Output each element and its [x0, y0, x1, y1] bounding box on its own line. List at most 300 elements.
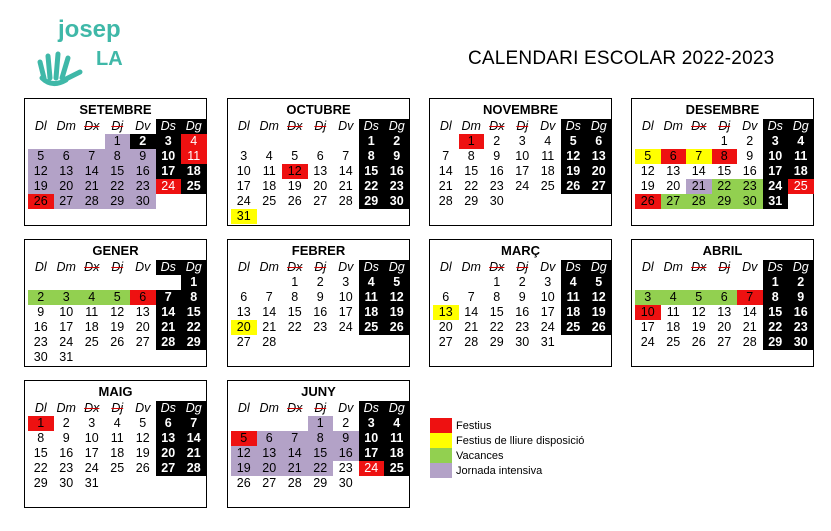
day-cell: 28: [287, 476, 302, 490]
month-name: FEBRER: [291, 243, 346, 258]
day-cell: 7: [442, 149, 450, 163]
day-cell: 25: [561, 320, 587, 335]
day-cell: 12: [110, 305, 125, 319]
weekday-header: Dx: [691, 119, 707, 133]
day-cell: 8: [467, 149, 475, 163]
weekday-header: Dv: [540, 260, 556, 274]
day-cell: 14: [338, 164, 353, 178]
day-cell: 29: [105, 194, 131, 209]
weekday-header: Ds: [156, 119, 182, 134]
day-cell: 19: [135, 446, 150, 460]
day-cell: 13: [433, 305, 459, 320]
day-cell: 8: [359, 149, 385, 164]
day-cell: 4: [265, 149, 273, 163]
day-cell: 20: [717, 320, 732, 334]
weekday-header: Dg: [788, 260, 814, 275]
day-cell: 30: [737, 194, 763, 209]
weekday-header: Dv: [742, 119, 758, 133]
day-cell: 23: [515, 320, 530, 334]
day-cell: 3: [240, 149, 248, 163]
day-cell: 2: [384, 134, 410, 149]
day-cell: 24: [359, 461, 385, 476]
day-cell: 8: [105, 149, 131, 164]
empty-cell: [635, 134, 661, 149]
day-cell: 27: [313, 194, 328, 208]
day-cell: 9: [493, 149, 501, 163]
day-grid: [28, 401, 207, 491]
month-name: JUNY: [301, 384, 336, 399]
day-grid: [433, 260, 612, 350]
day-cell: 13: [666, 164, 681, 178]
weekday-header: Dm: [259, 119, 279, 133]
weekday-header: Dm: [259, 260, 279, 274]
day-cell: 10: [763, 149, 789, 164]
day-cell: 20: [156, 446, 182, 461]
day-cell: 6: [661, 149, 687, 164]
day-cell: 23: [384, 179, 410, 194]
weekday-header: Dv: [338, 401, 354, 415]
day-cell: 28: [156, 335, 182, 350]
weekday-header: Dm: [56, 119, 76, 133]
month-name: MARÇ: [501, 243, 540, 258]
month-name: NOVEMBRE: [482, 102, 559, 117]
weekday-header: Dg: [384, 260, 410, 275]
day-cell: 13: [54, 164, 80, 179]
empty-cell: [737, 275, 763, 290]
day-cell: 20: [257, 461, 283, 476]
weekday-header: Dl: [34, 119, 47, 133]
day-cell: 21: [282, 461, 308, 476]
day-cell: 22: [712, 179, 738, 194]
day-cell: 18: [540, 164, 555, 178]
day-cell: 16: [742, 164, 757, 178]
legend-label: Vacances: [456, 449, 504, 462]
day-cell: 1: [459, 134, 485, 149]
legend-label: Festius de lliure disposició: [456, 434, 585, 447]
day-cell: 4: [181, 134, 207, 149]
day-cell: 5: [28, 149, 54, 164]
day-cell: 31: [540, 335, 555, 349]
day-cell: 20: [135, 320, 150, 334]
legend-swatch: [430, 418, 452, 433]
day-cell: 3: [54, 290, 80, 305]
day-cell: 4: [661, 290, 687, 305]
day-cell: 29: [181, 335, 207, 350]
weekday-header: Ds: [156, 260, 182, 275]
day-cell: 27: [262, 476, 277, 490]
day-cell: 15: [181, 305, 207, 320]
day-cell: 31: [763, 194, 789, 209]
day-cell: 27: [586, 179, 612, 194]
day-cell: 6: [240, 290, 248, 304]
day-cell: 11: [561, 290, 587, 305]
weekday-header: Dx: [489, 119, 505, 133]
weekday-header: Ds: [156, 401, 182, 416]
weekday-header: Dm: [56, 260, 76, 274]
legend-label: Festius: [456, 419, 492, 432]
day-cell: 14: [156, 305, 182, 320]
day-cell: 29: [712, 194, 738, 209]
day-cell: 13: [236, 305, 251, 319]
day-cell: 1: [308, 416, 334, 431]
day-cell: 6: [712, 290, 738, 305]
weekday-header: Dm: [461, 260, 481, 274]
day-cell: 9: [746, 149, 754, 163]
weekday-header: Dj: [314, 119, 327, 133]
day-cell: 19: [287, 179, 302, 193]
day-cell: 16: [33, 320, 48, 334]
day-cell: 28: [262, 335, 277, 349]
day-cell: 17: [540, 305, 555, 319]
day-cell: 2: [746, 134, 754, 148]
day-cell: 17: [640, 320, 655, 334]
day-cell: 2: [130, 134, 156, 149]
weekday-header: Dg: [384, 119, 410, 134]
day-cell: 9: [518, 290, 526, 304]
day-cell: 17: [59, 320, 74, 334]
day-cell: 22: [489, 320, 504, 334]
day-cell: 14: [181, 431, 207, 446]
day-cell: 5: [105, 290, 131, 305]
weekday-header: Dv: [338, 119, 354, 133]
day-cell: 25: [181, 179, 207, 194]
day-cell: 7: [342, 149, 350, 163]
day-cell: 16: [59, 446, 74, 460]
day-cell: 2: [62, 416, 70, 430]
day-cell: 27: [717, 335, 732, 349]
day-cell: 27: [438, 335, 453, 349]
day-cell: 23: [489, 179, 504, 193]
day-cell: 5: [586, 275, 612, 290]
day-cell: 19: [384, 305, 410, 320]
day-cell: 11: [85, 305, 99, 319]
hand-icon: [36, 48, 96, 88]
legend-item-vacances: [430, 448, 584, 463]
day-grid: [635, 119, 814, 209]
day-cell: 7: [282, 431, 308, 446]
month-novembre: [429, 98, 612, 226]
day-cell: 18: [84, 320, 99, 334]
day-cell: 28: [181, 461, 207, 476]
day-cell: 30: [384, 194, 410, 209]
legend-swatch: [430, 433, 452, 448]
day-cell: 21: [438, 179, 453, 193]
day-cell: 15: [105, 164, 131, 179]
day-cell: 12: [282, 164, 308, 179]
day-cell: 2: [788, 275, 814, 290]
day-cell: 16: [489, 164, 504, 178]
day-cell: 14: [79, 164, 105, 179]
weekday-header: Dg: [384, 401, 410, 416]
day-cell: 9: [62, 431, 70, 445]
day-cell: 6: [586, 134, 612, 149]
day-cell: 18: [666, 320, 681, 334]
empty-cell: [712, 275, 738, 290]
weekday-header: Dj: [111, 401, 124, 415]
day-cell: 4: [544, 134, 552, 148]
day-cell: 24: [236, 194, 251, 208]
day-cell: 13: [135, 305, 150, 319]
day-cell: 10: [84, 431, 99, 445]
month-juny: [227, 380, 410, 508]
empty-cell: [333, 134, 359, 149]
day-cell: 6: [130, 290, 156, 305]
day-cell: 9: [37, 305, 45, 319]
empty-cell: [661, 134, 687, 149]
day-cell: 27: [135, 335, 150, 349]
day-cell: 17: [84, 446, 99, 460]
day-cell: 25: [359, 320, 385, 335]
day-cell: 30: [489, 194, 504, 208]
day-cell: 21: [79, 179, 105, 194]
day-cell: 1: [181, 275, 207, 290]
day-grid: [231, 119, 410, 224]
day-cell: 28: [686, 194, 712, 209]
day-cell: 2: [518, 275, 526, 289]
day-cell: 26: [635, 194, 661, 209]
day-cell: 11: [666, 305, 680, 319]
empty-cell: [28, 275, 54, 290]
day-cell: 11: [181, 149, 207, 164]
day-cell: 16: [384, 164, 410, 179]
day-cell: 26: [561, 179, 587, 194]
empty-cell: [257, 275, 283, 290]
day-cell: 30: [515, 335, 530, 349]
weekday-header: Dl: [641, 260, 654, 274]
day-cell: 6: [257, 431, 283, 446]
day-cell: 1: [291, 275, 299, 289]
day-cell: 22: [763, 320, 789, 335]
day-cell: 26: [586, 320, 612, 335]
day-cell: 6: [316, 149, 324, 163]
weekday-header: Dm: [259, 401, 279, 415]
day-cell: 2: [342, 416, 350, 430]
weekday-header: Dv: [135, 119, 151, 133]
day-cell: 24: [640, 335, 655, 349]
weekday-header: Dm: [663, 260, 683, 274]
day-cell: 30: [130, 194, 156, 209]
day-cell: 26: [28, 194, 54, 209]
day-cell: 11: [788, 149, 814, 164]
month-gener: [24, 239, 207, 367]
day-cell: 21: [464, 320, 479, 334]
month-febrer: [227, 239, 410, 367]
empty-cell: [282, 416, 308, 431]
day-cell: 14: [282, 446, 308, 461]
day-cell: 6: [156, 416, 182, 431]
day-cell: 24: [59, 335, 74, 349]
day-cell: 11: [262, 164, 276, 178]
weekday-header: Dg: [788, 119, 814, 134]
day-cell: 8: [763, 290, 789, 305]
day-cell: 18: [384, 446, 410, 461]
day-cell: 23: [59, 461, 74, 475]
day-cell: 27: [661, 194, 687, 209]
empty-cell: [433, 134, 459, 149]
day-grid: [28, 260, 207, 365]
day-cell: 3: [359, 416, 385, 431]
day-cell: 22: [308, 461, 334, 476]
day-cell: 6: [442, 290, 450, 304]
day-cell: 29: [33, 476, 48, 490]
day-cell: 18: [359, 305, 385, 320]
day-cell: 8: [291, 290, 299, 304]
day-cell: 25: [666, 335, 681, 349]
legend-item-jornada-intensiva: [430, 463, 584, 478]
empty-cell: [231, 275, 257, 290]
day-cell: 17: [515, 164, 530, 178]
day-cell: 23: [313, 320, 328, 334]
day-cell: 19: [640, 179, 655, 193]
day-cell: 4: [561, 275, 587, 290]
day-cell: 30: [338, 476, 353, 490]
day-cell: 21: [156, 320, 182, 335]
empty-cell: [79, 134, 105, 149]
weekday-header: Dg: [586, 119, 612, 134]
empty-cell: [635, 275, 661, 290]
weekday-header: Dv: [540, 119, 556, 133]
weekday-header: Dj: [516, 260, 529, 274]
weekday-header: Ds: [359, 119, 385, 134]
weekday-header: Dj: [314, 260, 327, 274]
day-cell: 21: [181, 446, 207, 461]
day-cell: 14: [438, 164, 453, 178]
day-cell: 7: [467, 290, 475, 304]
month-name: DESEMBRE: [685, 102, 760, 117]
legend-item-lliure-disposicio: [430, 433, 584, 448]
empty-cell: [459, 275, 485, 290]
legend: [430, 418, 584, 478]
day-cell: 25: [110, 461, 125, 475]
day-cell: 18: [561, 305, 587, 320]
day-cell: 29: [489, 335, 504, 349]
day-cell: 18: [262, 179, 277, 193]
day-cell: 26: [236, 476, 251, 490]
weekday-header: Dj: [718, 119, 731, 133]
weekday-header: Dl: [641, 119, 654, 133]
weekday-header: Dx: [287, 401, 303, 415]
day-cell: 19: [586, 305, 612, 320]
weekday-header: Dx: [84, 260, 100, 274]
weekday-header: Dj: [718, 260, 731, 274]
month-name: ABRIL: [702, 243, 743, 258]
day-cell: 26: [110, 335, 125, 349]
day-cell: 17: [338, 305, 353, 319]
weekday-header: Dx: [287, 119, 303, 133]
day-cell: 5: [139, 416, 147, 430]
day-cell: 9: [788, 290, 814, 305]
day-cell: 13: [156, 431, 182, 446]
day-cell: 27: [236, 335, 251, 349]
day-cell: 25: [84, 335, 99, 349]
day-cell: 24: [84, 461, 99, 475]
day-cell: 8: [712, 149, 738, 164]
day-cell: 12: [135, 431, 150, 445]
legend-swatch: [430, 463, 452, 478]
day-cell: 5: [291, 149, 299, 163]
weekday-header: Dm: [663, 119, 683, 133]
day-cell: 15: [489, 305, 504, 319]
weekday-header: Ds: [359, 260, 385, 275]
day-cell: 12: [640, 164, 655, 178]
day-cell: 29: [464, 194, 479, 208]
day-cell: 4: [384, 416, 410, 431]
day-cell: 24: [540, 320, 555, 334]
month-maig: [24, 380, 207, 508]
day-cell: 30: [788, 335, 814, 350]
day-cell: 1: [720, 134, 728, 148]
day-cell: 10: [359, 431, 385, 446]
month-abril: [631, 239, 814, 367]
empty-cell: [686, 275, 712, 290]
weekday-header: Ds: [561, 260, 587, 275]
logo-text-bottom: LA: [96, 48, 123, 70]
empty-cell: [686, 134, 712, 149]
day-cell: 4: [113, 416, 121, 430]
day-cell: 16: [313, 305, 328, 319]
day-cell: 9: [333, 431, 359, 446]
day-cell: 5: [561, 134, 587, 149]
day-cell: 15: [359, 164, 385, 179]
day-cell: 16: [130, 164, 156, 179]
day-cell: 18: [788, 164, 814, 179]
day-cell: 11: [110, 431, 124, 445]
day-cell: 3: [156, 134, 182, 149]
day-cell: 1: [763, 275, 789, 290]
month-name: OCTUBRE: [286, 102, 351, 117]
day-cell: 31: [59, 350, 74, 364]
weekday-header: Dv: [338, 260, 354, 274]
day-cell: 15: [717, 164, 732, 178]
weekday-header: Dv: [135, 401, 151, 415]
day-cell: 15: [308, 446, 334, 461]
day-cell: 18: [110, 446, 125, 460]
day-cell: 6: [54, 149, 80, 164]
day-cell: 11: [541, 149, 555, 163]
day-grid: [231, 260, 410, 350]
day-cell: 17: [236, 179, 251, 193]
empty-cell: [433, 275, 459, 290]
logo-text-top: josep: [58, 16, 121, 43]
day-cell: 16: [333, 446, 359, 461]
day-cell: 19: [561, 164, 587, 179]
weekday-header: Dv: [742, 260, 758, 274]
day-cell: 7: [181, 416, 207, 431]
day-cell: 3: [88, 416, 96, 430]
day-cell: 2: [493, 134, 501, 148]
weekday-header: Dl: [439, 119, 452, 133]
day-cell: 22: [287, 320, 302, 334]
day-cell: 24: [338, 320, 353, 334]
day-cell: 30: [33, 350, 48, 364]
day-cell: 10: [515, 149, 530, 163]
day-cell: 21: [262, 320, 277, 334]
day-cell: 25: [540, 179, 555, 193]
school-logo: [36, 16, 136, 88]
day-cell: 3: [342, 275, 350, 289]
day-cell: 27: [54, 194, 80, 209]
month-març: [429, 239, 612, 367]
day-cell: 15: [763, 305, 789, 320]
day-cell: 17: [156, 164, 182, 179]
day-cell: 5: [635, 149, 661, 164]
day-grid: [231, 401, 410, 491]
weekday-header: Dv: [135, 260, 151, 274]
day-cell: 7: [686, 149, 712, 164]
day-cell: 20: [666, 179, 681, 193]
day-cell: 23: [130, 179, 156, 194]
empty-cell: [231, 416, 257, 431]
